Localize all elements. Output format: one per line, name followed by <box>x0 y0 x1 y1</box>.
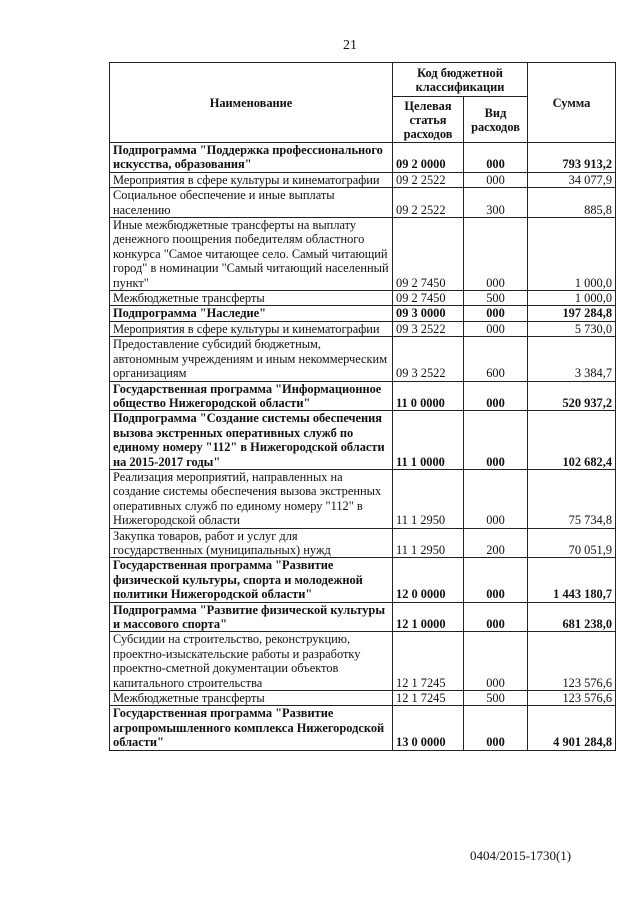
row-target-code: 13 0 0000 <box>393 706 464 750</box>
row-sum: 3 384,7 <box>528 337 616 381</box>
row-target-code: 09 2 7450 <box>393 291 464 306</box>
page-number: 21 <box>343 38 357 53</box>
row-name: Социальное обеспечение и иные выплаты населению <box>110 188 393 218</box>
row-expense-type: 000 <box>464 306 528 321</box>
row-expense-type: 000 <box>464 706 528 750</box>
table-body <box>110 143 616 751</box>
row-expense-type: 000 <box>464 558 528 602</box>
row-name: Межбюджетные трансферты <box>110 691 393 706</box>
row-expense-type: 500 <box>464 691 528 706</box>
row-sum: 102 682,4 <box>528 411 616 470</box>
row-target-code: 12 1 0000 <box>393 602 464 632</box>
header-sum: Сумма <box>528 63 616 143</box>
row-expense-type: 300 <box>464 188 528 218</box>
budget-table <box>109 62 616 751</box>
row-sum: 34 077,9 <box>528 172 616 187</box>
row-name: Подпрограмма "Поддержка профессионального искусства, образования" <box>110 143 393 173</box>
row-expense-type: 000 <box>464 321 528 336</box>
row-name: Закупка товаров, работ и услуг для государственных (муниципальных) нужд <box>110 528 393 558</box>
row-name: Межбюджетные трансферты <box>110 291 393 306</box>
table-row <box>110 291 616 306</box>
table-row <box>110 306 616 321</box>
table-row <box>110 337 616 381</box>
row-sum: 75 734,8 <box>528 469 616 528</box>
table-row <box>110 381 616 411</box>
header-target-item: Целевая статья расходов <box>393 97 464 143</box>
row-sum: 885,8 <box>528 188 616 218</box>
row-target-code: 11 1 2950 <box>393 469 464 528</box>
table-row <box>110 469 616 528</box>
table-row <box>110 528 616 558</box>
header-classification: Код бюджетной классификации <box>393 63 528 97</box>
document-code: 0404/2015-1730(1) <box>470 848 572 863</box>
row-target-code: 11 1 0000 <box>393 411 464 470</box>
row-target-code: 09 3 0000 <box>393 306 464 321</box>
row-name: Государственная программа "Развитие агропромышленного комплекса Нижегородской области" <box>110 706 393 750</box>
row-sum: 123 576,6 <box>528 691 616 706</box>
table-row <box>110 321 616 336</box>
row-target-code: 12 0 0000 <box>393 558 464 602</box>
row-target-code: 09 2 0000 <box>393 143 464 173</box>
table-row <box>110 411 616 470</box>
row-target-code: 12 1 7245 <box>393 691 464 706</box>
row-expense-type: 000 <box>464 602 528 632</box>
row-sum: 5 730,0 <box>528 321 616 336</box>
row-target-code: 09 3 2522 <box>393 321 464 336</box>
row-name: Мероприятия в сфере культуры и кинематографии <box>110 321 393 336</box>
row-sum: 1 000,0 <box>528 291 616 306</box>
row-expense-type: 200 <box>464 528 528 558</box>
table-row <box>110 218 616 291</box>
table-row <box>110 602 616 632</box>
table-row <box>110 706 616 750</box>
row-expense-type: 000 <box>464 218 528 291</box>
row-name: Подпрограмма "Создание системы обеспечения вызова экстренных оперативных служб по единому номеру "112" в Нижегородской области на 2015-2017 годы" <box>110 411 393 470</box>
row-target-code: 09 2 2522 <box>393 188 464 218</box>
row-name: Государственная программа "Информационное общество Нижегородской области" <box>110 381 393 411</box>
row-name: Субсидии на строительство, реконструкцию, проектно-изыскательские работы и разработку проектно-сметной документации объектов капитального строительства <box>110 632 393 691</box>
row-sum: 70 051,9 <box>528 528 616 558</box>
table-row <box>110 143 616 173</box>
table-row <box>110 691 616 706</box>
row-expense-type: 000 <box>464 469 528 528</box>
row-name: Подпрограмма "Наследие" <box>110 306 393 321</box>
row-sum: 123 576,6 <box>528 632 616 691</box>
row-expense-type: 500 <box>464 291 528 306</box>
row-sum: 4 901 284,8 <box>528 706 616 750</box>
row-expense-type: 000 <box>464 632 528 691</box>
row-target-code: 11 1 2950 <box>393 528 464 558</box>
row-name: Предоставление субсидий бюджетным, автономным учреждениям и иным некоммерческим организациям <box>110 337 393 381</box>
row-expense-type: 000 <box>464 143 528 173</box>
row-sum: 197 284,8 <box>528 306 616 321</box>
row-sum: 793 913,2 <box>528 143 616 173</box>
table-row <box>110 558 616 602</box>
row-expense-type: 000 <box>464 411 528 470</box>
row-sum: 1 000,0 <box>528 218 616 291</box>
row-name: Реализация мероприятий, направленных на создание системы обеспечения вызова экстренных оперативных служб по единому номеру "112" в Нижегородской области <box>110 469 393 528</box>
row-sum: 520 937,2 <box>528 381 616 411</box>
row-expense-type: 000 <box>464 381 528 411</box>
row-target-code: 09 3 2522 <box>393 337 464 381</box>
table-row <box>110 632 616 691</box>
row-name: Подпрограмма "Развитие физической культуры и массового спорта" <box>110 602 393 632</box>
row-target-code: 12 1 7245 <box>393 632 464 691</box>
table-row <box>110 188 616 218</box>
table-row <box>110 172 616 187</box>
row-target-code: 11 0 0000 <box>393 381 464 411</box>
header-expense-type: Вид расходов <box>464 97 528 143</box>
row-expense-type: 000 <box>464 172 528 187</box>
row-target-code: 09 2 7450 <box>393 218 464 291</box>
row-name: Государственная программа "Развитие физической культуры, спорта и молодежной политики Нижегородской области" <box>110 558 393 602</box>
row-expense-type: 600 <box>464 337 528 381</box>
row-name: Мероприятия в сфере культуры и кинематографии <box>110 172 393 187</box>
row-target-code: 09 2 2522 <box>393 172 464 187</box>
row-sum: 681 238,0 <box>528 602 616 632</box>
header-name: Наименование <box>110 63 393 143</box>
row-name: Иные межбюджетные трансферты на выплату денежного поощрения победителям областного конкурса "Самое читающее село. Самый читающий город" в номинации "Самый читающий населенный пункт" <box>110 218 393 291</box>
row-sum: 1 443 180,7 <box>528 558 616 602</box>
